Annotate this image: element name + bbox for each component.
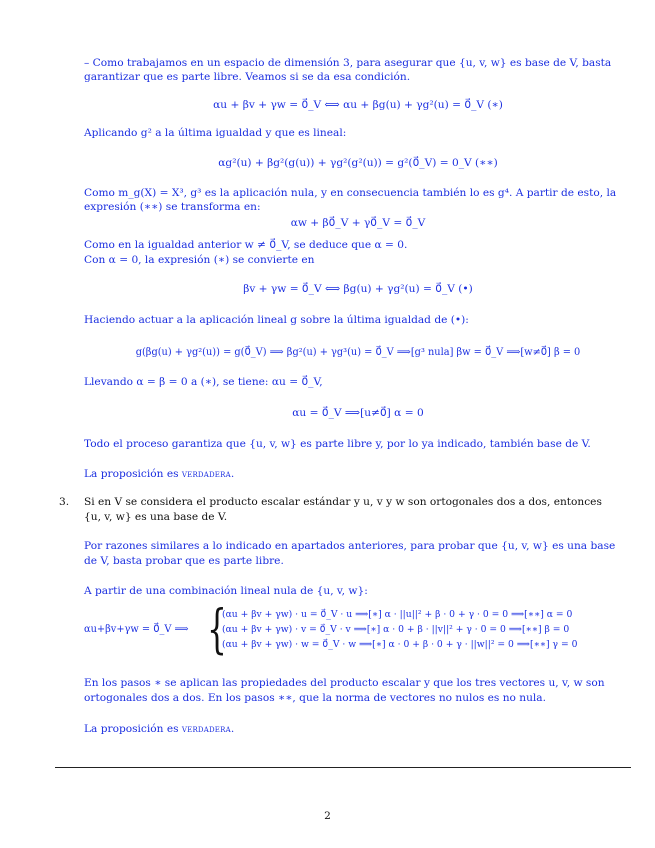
paragraph-line: Aplicando g² a la última igualdad y que es lineal: — [84, 127, 347, 139]
system-lhs: αu+βv+γw = 0⃗_V ⟹ — [84, 624, 189, 635]
item-number: 3. — [59, 496, 70, 508]
paragraph-line: expresión (∗∗) se transforma en: — [84, 201, 261, 213]
paragraph-line: Por razones similares a lo indicado en apartados anteriores, para probar que {u, v, w} es una base — [84, 540, 616, 552]
item-statement-line: Si en V se considera el producto escalar estándar y u, v y w son ortogonales dos a dos, entonces — [84, 496, 602, 508]
paragraph-line: Como m_g(X) = X³, g³ es la aplicación nula, y en consecuencia también lo es g⁴. A partir de esto, la — [84, 187, 617, 199]
equation-4: βv + γw = 0⃗_V ⟺ βg(u) + γg²(u) = 0⃗_V (•) — [243, 283, 473, 295]
paragraph-line: Todo el proceso garantiza que {u, v, w} es parte libre y, por lo ya indicado, también base de V. — [84, 438, 591, 450]
paragraph-line: Haciendo actuar a la aplicación lineal g sobre la última igualdad de (•): — [84, 314, 469, 326]
conclusion-text: La proposición es — [84, 723, 182, 735]
paragraph-line: ortogonales dos a dos. En los pasos ∗∗, que la norma de vectores no nulos es no nula. — [84, 692, 546, 704]
conclusion-verdict: verdadera. — [181, 468, 235, 480]
conclusion-line — [84, 722, 632, 736]
item-statement-line: {u, v, w} es una base de V. — [84, 511, 228, 523]
left-brace: { — [207, 600, 227, 660]
system-row: (αu + βv + γw) · w = 0⃗_V · w ⟹[∗] α · 0 + β · 0 + γ · ||w||² = 0 ⟹[∗∗] γ = 0 — [222, 639, 578, 650]
equation-6: αu = 0⃗_V ⟹[u≠0⃗] α = 0 — [292, 407, 424, 419]
paragraph-line: Llevando α = β = 0 a (∗), se tiene: αu = 0⃗_V, — [84, 376, 323, 388]
conclusion-line — [84, 467, 632, 481]
equation-1: αu + βv + γw = 0⃗_V ⟺ αu + βg(u) + γg²(u) = 0⃗_V (∗) — [213, 99, 503, 111]
paragraph-line: En los pasos ∗ se aplican las propiedades del producto escalar y que los tres vectores u, v, w son — [84, 677, 605, 689]
equation-5: g(βg(u) + γg²(u)) = g(0⃗_V) ⟹ βg²(u) + γg³(u) = 0⃗_V ⟹[g³ nula] βw = 0⃗_V ⟹[w≠0⃗] β = 0 — [135, 347, 581, 358]
system-row: (αu + βv + γw) · v = 0⃗_V · v ⟹[∗] α · 0 + β · ||v||² + γ · 0 = 0 ⟹[∗∗] β = 0 — [222, 624, 570, 635]
system-row: (αu + βv + γw) · u = 0⃗_V · u ⟹[∗] α · ||u||² + β · 0 + γ · 0 = 0 ⟹[∗∗] α = 0 — [222, 609, 573, 620]
paragraph-line: garantizar que es parte libre. Veamos si se da esa condición. — [84, 71, 411, 83]
paragraph-line: A partir de una combinación lineal nula de {u, v, w}: — [84, 585, 368, 597]
page-number: 2 — [324, 810, 331, 822]
paragraph-line: Con α = 0, la expresión (∗) se convierte en — [84, 254, 315, 266]
conclusion-text: La proposición es — [84, 468, 182, 480]
equation-2: αg²(u) + βg²(g(u)) + γg²(g²(u)) = g²(0⃗_V) = 0_V (∗∗) — [218, 157, 498, 169]
horizontal-rule — [55, 767, 631, 768]
paragraph-line: – Como trabajamos en un espacio de dimensión 3, para asegurar que {u, v, w} es base de V, basta — [84, 57, 612, 69]
conclusion-verdict: verdadera. — [181, 723, 235, 735]
equation-3: αw + β0⃗_V + γ0⃗_V = 0⃗_V — [290, 217, 426, 229]
paragraph-line: Como en la igualdad anterior w ≠ 0⃗_V, se deduce que α = 0. — [84, 239, 408, 251]
paragraph-line: de V, basta probar que es parte libre. — [84, 555, 284, 567]
